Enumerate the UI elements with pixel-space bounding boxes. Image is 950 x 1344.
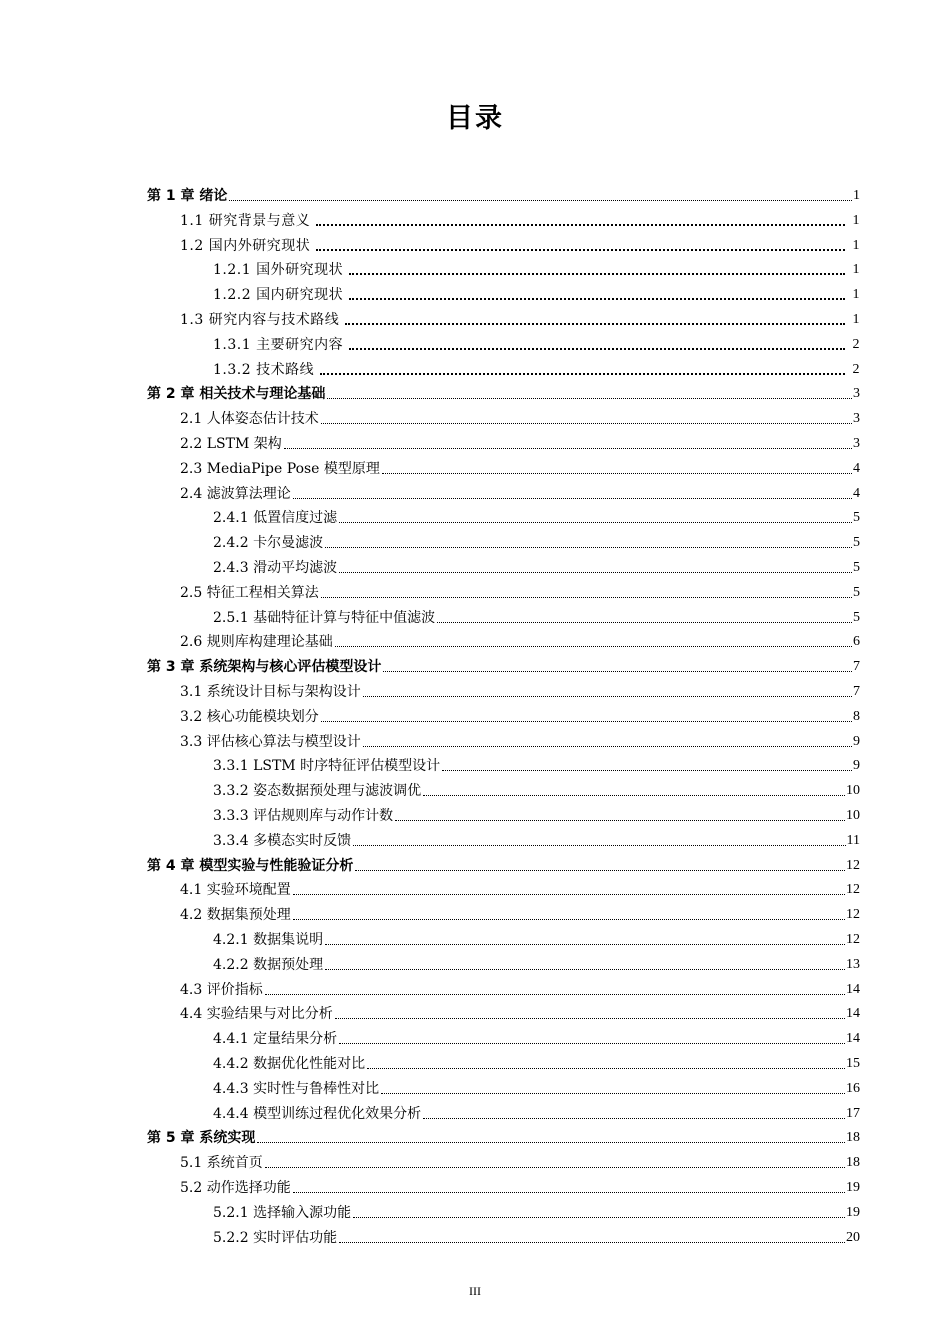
toc-entry[interactable] — [180, 454, 860, 478]
toc-leader-dots — [355, 870, 845, 871]
toc-leader-dots — [316, 249, 844, 251]
toc-leader-dots — [335, 646, 852, 647]
toc-entry-page: 5 — [853, 584, 860, 600]
toc-leader-dots — [321, 721, 852, 722]
toc-entry-page: 13 — [846, 956, 860, 972]
toc-leader-dots — [437, 622, 852, 623]
toc-entry-label: 4.2.2 数据预处理 — [213, 956, 324, 973]
toc-leader-dots — [349, 298, 844, 300]
toc-entry-label: 4.4.3 实时性与鲁棒性对比 — [213, 1080, 380, 1097]
toc-entry-page: 3 — [853, 436, 860, 451]
toc-leader-dots — [321, 597, 852, 598]
toc-leader-dots — [325, 944, 845, 945]
toc-leader-dots — [293, 498, 852, 499]
toc-leader-dots — [265, 994, 845, 995]
toc-entry[interactable] — [213, 503, 860, 527]
toc-entry-label: 3.1 系统设计目标与架构设计 — [180, 684, 361, 700]
toc-entry[interactable] — [213, 1099, 860, 1123]
toc-leader-dots — [284, 448, 852, 449]
toc-leader-dots — [257, 1142, 845, 1143]
toc-leader-dots — [321, 423, 852, 424]
toc-entry[interactable] — [213, 528, 860, 552]
toc-entry-page: 12 — [846, 857, 860, 873]
toc-leader-dots — [325, 547, 852, 548]
toc-entry[interactable] — [213, 553, 860, 577]
toc-entry-page: 17 — [846, 1105, 860, 1121]
toc-entry[interactable] — [213, 925, 860, 949]
toc-entry-page: 10 — [846, 783, 860, 799]
toc-leader-dots — [339, 1242, 845, 1243]
toc-entry[interactable] — [180, 305, 860, 329]
toc-entry[interactable] — [180, 1148, 860, 1172]
toc-entry[interactable] — [147, 851, 860, 875]
toc-entry-label: 3.2 核心功能模块划分 — [180, 708, 319, 725]
toc-entry-page: 1 — [853, 188, 860, 203]
toc-entry-page: 16 — [846, 1080, 860, 1096]
toc-leader-dots — [353, 845, 845, 846]
toc-leader-dots — [381, 1093, 845, 1094]
toc-entry[interactable] — [213, 1049, 860, 1073]
toc-leader-dots — [349, 348, 844, 350]
toc-leader-dots — [265, 1167, 845, 1168]
toc-entry-page: 12 — [846, 882, 860, 898]
toc-entry[interactable] — [213, 1024, 860, 1048]
toc-entry-label: 第 5 章 系统实现 — [147, 1130, 256, 1147]
toc-leader-dots — [293, 1192, 845, 1193]
toc-entry-page: 6 — [853, 634, 860, 650]
toc-entry-label: 3.3 评估核心算法与模型设计 — [180, 733, 361, 750]
toc-entry-label: 1.2 国内外研究现状 — [180, 237, 311, 254]
toc-entry[interactable] — [180, 702, 860, 726]
toc-entry-page: 7 — [853, 659, 860, 675]
toc-entry-page: 3 — [853, 386, 860, 402]
toc-entry-page: 14 — [846, 981, 860, 997]
toc-leader-dots — [383, 671, 852, 672]
toc-entry-label: 4.4.4 模型训练过程优化效果分析 — [213, 1105, 422, 1122]
toc-entry-page: 9 — [853, 758, 860, 774]
toc-leader-dots — [349, 273, 844, 275]
toc-entry-page: 4 — [853, 460, 860, 476]
toc-entry-page: 19 — [846, 1180, 860, 1195]
toc-entry[interactable] — [180, 206, 860, 230]
toc-entry[interactable] — [147, 379, 860, 403]
toc-entry[interactable] — [213, 1223, 860, 1247]
toc-entry[interactable] — [213, 1074, 860, 1098]
toc-entry-label: 2.4.1 低置信度过滤 — [213, 510, 338, 527]
toc-entry[interactable] — [180, 479, 860, 503]
toc-entry-label: 2.4.3 滑动平均滤波 — [213, 560, 338, 576]
toc-leader-dots — [363, 746, 852, 747]
toc-entry-page: 9 — [853, 733, 860, 749]
toc-leader-dots — [423, 1118, 845, 1119]
toc-leader-dots — [363, 696, 852, 697]
toc-entry-label: 1.3 研究内容与技术路线 — [180, 312, 340, 328]
toc-entry-label: 3.3.1 LSTM 时序特征评估模型设计 — [213, 758, 441, 775]
toc-entry-label: 2.4 滤波算法理论 — [180, 485, 291, 502]
toc-leader-dots — [316, 224, 844, 226]
toc-entry-page: 1 — [852, 212, 860, 228]
toc-entry-label: 5.1 系统首页 — [180, 1155, 263, 1172]
toc-entry[interactable] — [180, 975, 860, 999]
toc-entry-page: 1 — [852, 262, 860, 278]
toc-leader-dots — [382, 473, 852, 474]
toc-entry-page: 2 — [852, 336, 860, 352]
toc-entry-label: 5.2 动作选择功能 — [180, 1180, 291, 1196]
toc-entry-label: 4.4.1 定量结果分析 — [213, 1031, 338, 1048]
toc-entry-page: 1 — [852, 287, 860, 303]
toc-leader-dots — [423, 795, 845, 796]
toc-entry[interactable] — [180, 727, 860, 751]
toc-entry-label: 第 2 章 相关技术与理论基础 — [147, 386, 326, 403]
toc-entry[interactable] — [147, 181, 860, 205]
toc-entry[interactable] — [213, 330, 860, 354]
toc-entry-page: 20 — [846, 1229, 860, 1245]
toc-leader-dots — [339, 522, 852, 523]
toc-entry-page: 4 — [853, 485, 860, 501]
toc-entry-label: 1.1 研究背景与意义 — [180, 212, 311, 229]
toc-entry-page: 12 — [846, 907, 860, 923]
toc-leader-dots — [325, 969, 845, 970]
toc-leader-dots — [327, 398, 852, 399]
toc-leader-dots — [229, 200, 852, 201]
toc-entry-label: 第 4 章 模型实验与性能验证分析 — [147, 857, 354, 874]
toc-entry[interactable] — [213, 280, 860, 304]
toc-entry-page: 15 — [846, 1056, 860, 1071]
toc-entry-label: 1.3.2 技术路线 — [213, 361, 315, 378]
toc-entry-page: 3 — [853, 411, 860, 427]
toc-entry-label: 2.2 LSTM 架构 — [180, 436, 282, 452]
toc-entry[interactable] — [180, 999, 860, 1023]
toc-entry-label: 4.4 实验结果与对比分析 — [180, 1006, 333, 1023]
toc-entry[interactable] — [180, 627, 860, 651]
toc-entry[interactable] — [147, 1123, 860, 1147]
toc-entry-page: 7 — [853, 684, 860, 699]
toc-entry-label: 2.5 特征工程相关算法 — [180, 584, 319, 601]
toc-leader-dots — [395, 820, 845, 821]
toc-entry-label: 第 1 章 绪论 — [147, 188, 228, 204]
toc-entry-label: 2.5.1 基础特征计算与特征中值滤波 — [213, 609, 436, 626]
toc-entry[interactable] — [180, 231, 860, 255]
toc-entry-label: 2.1 人体姿态估计技术 — [180, 411, 319, 428]
toc-leader-dots — [293, 919, 845, 920]
toc-entry-label: 4.2 数据集预处理 — [180, 907, 291, 924]
toc-entry-page: 2 — [852, 361, 860, 377]
toc-entry-label: 2.3 MediaPipe Pose 模型原理 — [180, 460, 380, 477]
toc-entry-page: 5 — [853, 560, 860, 575]
toc-entry[interactable] — [147, 652, 860, 676]
toc-entry[interactable] — [180, 1173, 860, 1197]
toc-entry[interactable] — [180, 578, 860, 602]
toc-entry-page: 14 — [846, 1006, 860, 1022]
toc-entry-label: 1.2.1 国外研究现状 — [213, 262, 344, 279]
toc-entry[interactable] — [213, 950, 860, 974]
toc-entry-page: 8 — [853, 708, 860, 724]
toc-entry-label: 1.2.2 国内研究现状 — [213, 287, 344, 304]
toc-entry[interactable] — [213, 255, 860, 279]
toc-entry[interactable] — [213, 826, 860, 850]
toc-entry-label: 2.4.2 卡尔曼滤波 — [213, 535, 324, 552]
toc-entry-page: 1 — [852, 312, 860, 327]
toc-entry[interactable] — [180, 404, 860, 428]
toc-leader-dots — [442, 770, 852, 771]
toc-entry[interactable] — [213, 603, 860, 627]
toc-entry[interactable] — [213, 355, 860, 379]
toc-entry-page: 11 — [846, 832, 860, 848]
toc-leader-dots — [345, 323, 844, 325]
page-title: 目录 — [446, 103, 504, 134]
toc-entry-label: 3.3.2 姿态数据预处理与滤波调优 — [213, 783, 422, 800]
toc-entry[interactable] — [213, 1198, 860, 1222]
toc-entry-page: 5 — [853, 609, 860, 625]
toc-leader-dots — [320, 373, 844, 375]
toc-leader-dots — [335, 1018, 845, 1019]
toc-entry[interactable] — [180, 429, 860, 453]
toc-entry-page: 18 — [846, 1130, 860, 1146]
toc-entry[interactable] — [180, 677, 860, 701]
toc-entry-label: 第 3 章 系统架构与核心评估模型设计 — [147, 659, 382, 676]
toc-entry-page: 19 — [846, 1204, 860, 1220]
toc-entry[interactable] — [213, 751, 860, 775]
toc-entry-label: 4.2.1 数据集说明 — [213, 932, 324, 948]
toc-entry-page: 14 — [846, 1031, 860, 1047]
toc-leader-dots — [367, 1068, 845, 1069]
toc-entry-label: 3.3.3 评估规则库与动作计数 — [213, 808, 394, 824]
toc-entry-label: 5.2.2 实时评估功能 — [213, 1229, 338, 1246]
toc-entry-label: 2.6 规则库构建理论基础 — [180, 634, 333, 651]
toc-entry-label: 4.3 评价指标 — [180, 981, 263, 998]
toc-leader-dots — [293, 894, 845, 895]
toc-entry-page: 12 — [846, 932, 860, 947]
toc-entry-page: 10 — [846, 808, 860, 823]
toc-entry-label: 4.1 实验环境配置 — [180, 882, 291, 899]
toc-leader-dots — [353, 1217, 845, 1218]
toc-entry-label: 4.4.2 数据优化性能对比 — [213, 1056, 366, 1072]
toc-entry-label: 1.3.1 主要研究内容 — [213, 336, 344, 353]
page-number-footer: III — [469, 1284, 481, 1298]
toc-entry-label: 5.2.1 选择输入源功能 — [213, 1204, 352, 1221]
toc-leader-dots — [339, 572, 852, 573]
toc-entry[interactable] — [213, 801, 860, 825]
toc-entry-page: 1 — [852, 237, 860, 253]
toc-leader-dots — [339, 1043, 845, 1044]
toc-entry-page: 18 — [846, 1155, 860, 1171]
toc-entry[interactable] — [213, 776, 860, 800]
toc-entry[interactable] — [180, 875, 860, 899]
toc-entry-page: 5 — [853, 510, 860, 526]
toc-entry-label: 3.3.4 多模态实时反馈 — [213, 832, 352, 849]
toc-entry-page: 5 — [853, 535, 860, 551]
toc-entry[interactable] — [180, 900, 860, 924]
